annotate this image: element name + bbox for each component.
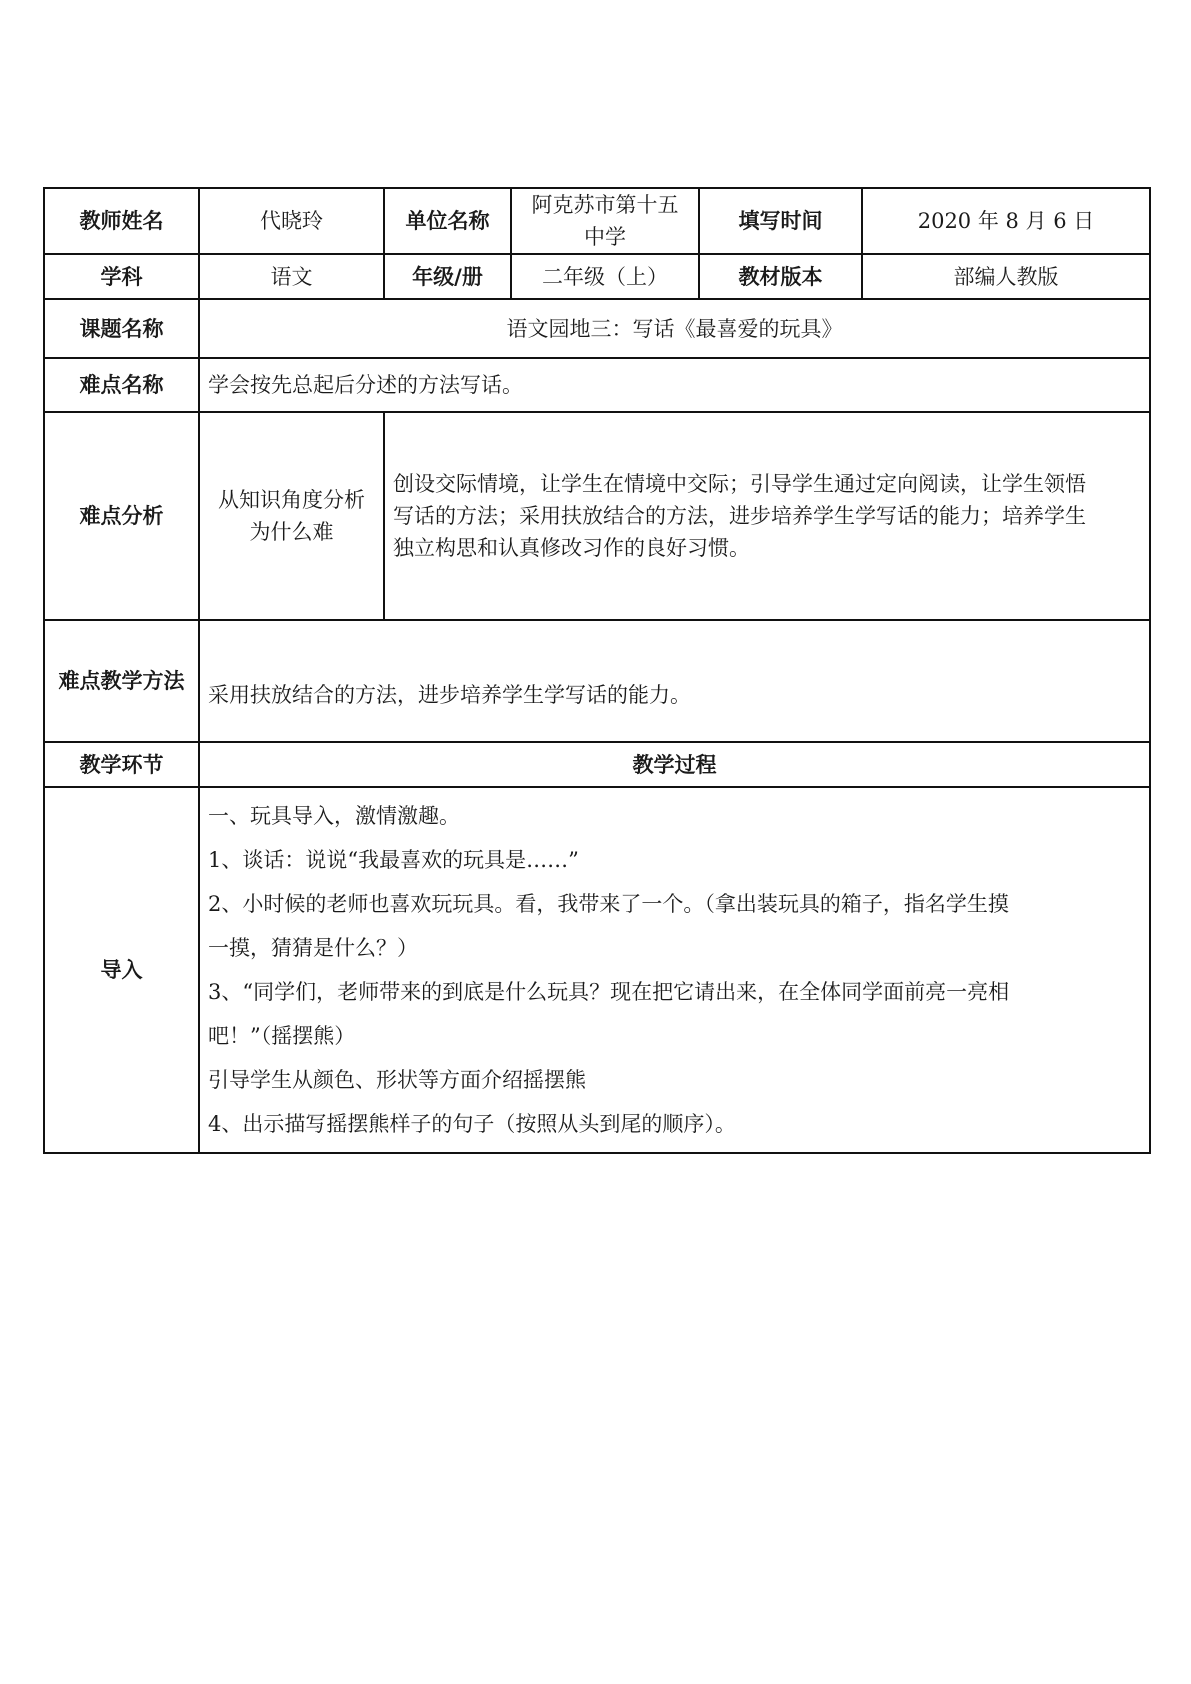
unit-value-line2: 中学 (584, 225, 626, 249)
intro-process (199, 787, 1150, 1153)
difficulty-value: 学会按先总起后分述的方法写话。 (199, 358, 1150, 412)
topic-label: 课题名称 (44, 299, 199, 358)
analysis-value (384, 412, 1150, 620)
analysis-value-line1: 创设交际情境，让学生在情境中交际；引导学生通过定向阅读，让学生领悟 (393, 472, 1086, 496)
analysis-value-line3: 独立构思和认真修改习作的良好习惯。 (393, 536, 750, 560)
subject-label: 学科 (44, 254, 199, 299)
analysis-sub-label-line2: 为什么难 (249, 520, 334, 544)
analysis-value-line2: 写话的方法；采用扶放结合的方法，进步培养学生学写话的能力；培养学生 (393, 504, 1086, 528)
lesson-plan-table (43, 187, 1151, 1154)
stage-header: 教学环节 (44, 742, 199, 787)
subject-value: 语文 (199, 254, 384, 299)
edition-label: 教材版本 (699, 254, 862, 299)
intro-line: 3、“同学们，老师带来的到底是什么玩具？现在把它请出来，在全体同学面前亮一亮相 (208, 980, 1010, 1004)
intro-line: 一摸，猜猜是什么？） (208, 936, 418, 960)
intro-stage-label: 导入 (44, 787, 199, 1153)
row-method (44, 620, 1150, 742)
row-topic (44, 299, 1150, 358)
intro-line: 2、小时候的老师也喜欢玩玩具。看，我带来了一个。（拿出装玩具的箱子，指名学生摸 (208, 892, 1009, 916)
unit-value (511, 188, 699, 254)
row-teacher-info (44, 188, 1150, 254)
row-analysis (44, 412, 1150, 620)
grade-value: 二年级（上） (511, 254, 699, 299)
date-value: 2020 年 8 月 6 日 (862, 188, 1150, 254)
method-value (199, 620, 1150, 742)
intro-line: 1、谈话：说说“我最喜欢的玩具是……” (208, 848, 579, 872)
unit-label: 单位名称 (384, 188, 511, 254)
edition-value: 部编人教版 (862, 254, 1150, 299)
intro-line: 引导学生从颜色、形状等方面介绍摇摆熊 (208, 1068, 586, 1092)
row-subject-info (44, 254, 1150, 299)
grade-label: 年级/册 (384, 254, 511, 299)
row-difficulty (44, 358, 1150, 412)
intro-line: 一、玩具导入，激情激趣。 (208, 804, 460, 828)
row-process-header (44, 742, 1150, 787)
intro-line: 吧！”（摇摆熊） (208, 1024, 356, 1048)
intro-line: 4、出示描写摇摆熊样子的句子（按照从头到尾的顺序）。 (208, 1112, 736, 1136)
topic-value: 语文园地三：写话《最喜爱的玩具》 (199, 299, 1150, 358)
analysis-sub-label (199, 412, 384, 620)
difficulty-label: 难点名称 (44, 358, 199, 412)
teacher-value: 代晓玲 (199, 188, 384, 254)
process-header: 教学过程 (199, 742, 1150, 787)
method-value-text: 采用扶放结合的方法，进步培养学生学写话的能力。 (208, 683, 691, 707)
analysis-sub-label-line1: 从知识角度分析 (218, 488, 365, 512)
method-label: 难点教学方法 (44, 620, 199, 742)
analysis-label: 难点分析 (44, 412, 199, 620)
date-label: 填写时间 (699, 188, 862, 254)
row-intro (44, 787, 1150, 1153)
teacher-label: 教师姓名 (44, 188, 199, 254)
unit-value-line1: 阿克苏市第十五 (531, 193, 679, 217)
